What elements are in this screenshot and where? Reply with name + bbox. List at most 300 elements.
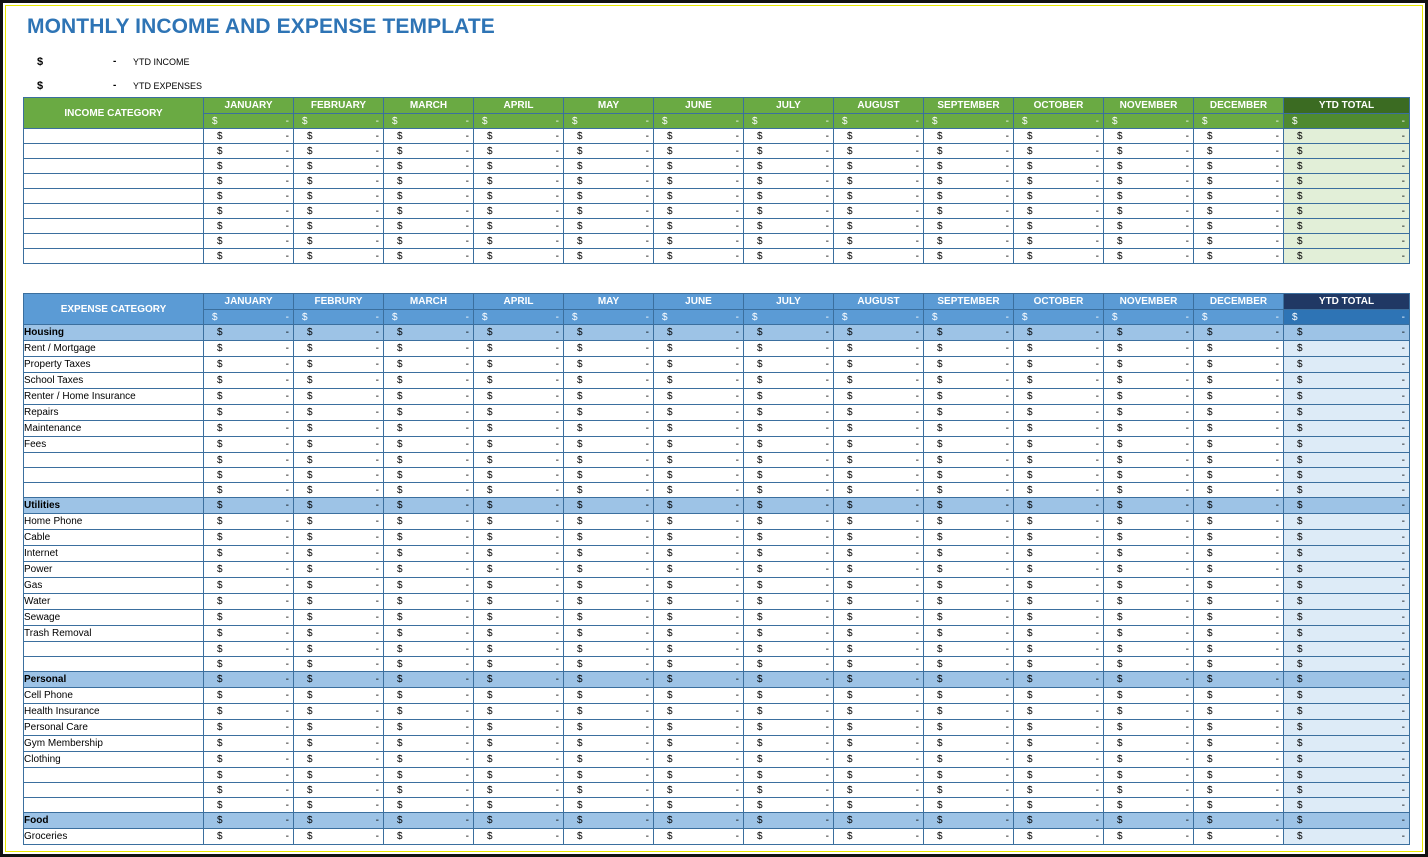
amount-cell[interactable] (1284, 798, 1410, 813)
amount-cell[interactable] (1014, 249, 1104, 264)
amount-cell[interactable] (384, 530, 474, 546)
amount-cell[interactable] (564, 453, 654, 468)
amount-cell[interactable] (1104, 813, 1194, 829)
amount-cell[interactable] (924, 736, 1014, 752)
amount-cell[interactable] (1014, 514, 1104, 530)
amount-cell[interactable] (474, 813, 564, 829)
amount-cell[interactable] (834, 219, 924, 234)
amount-cell[interactable] (204, 325, 294, 341)
amount-cell[interactable] (384, 389, 474, 405)
amount-cell[interactable] (384, 562, 474, 578)
amount-cell[interactable] (1194, 357, 1284, 373)
amount-cell[interactable] (654, 752, 744, 768)
amount-cell[interactable] (204, 688, 294, 704)
category-label[interactable]: Health Insurance (24, 704, 204, 720)
amount-cell[interactable] (1104, 389, 1194, 405)
amount-cell[interactable] (1014, 610, 1104, 626)
amount-cell[interactable] (204, 421, 294, 437)
amount-cell[interactable] (654, 129, 744, 144)
amount-cell[interactable] (1194, 752, 1284, 768)
amount-cell[interactable] (744, 798, 834, 813)
amount-cell[interactable] (744, 219, 834, 234)
amount-cell[interactable] (834, 234, 924, 249)
amount-cell[interactable] (564, 783, 654, 798)
amount-cell[interactable] (924, 357, 1014, 373)
amount-cell[interactable] (1014, 468, 1104, 483)
amount-cell[interactable] (924, 578, 1014, 594)
amount-cell[interactable] (744, 310, 834, 325)
amount-cell[interactable] (1104, 562, 1194, 578)
amount-cell[interactable] (1284, 610, 1410, 626)
amount-cell[interactable] (204, 610, 294, 626)
amount-cell[interactable] (654, 642, 744, 657)
amount-cell[interactable] (294, 626, 384, 642)
amount-cell[interactable] (654, 546, 744, 562)
category-label[interactable]: Cable (24, 530, 204, 546)
amount-cell[interactable] (1104, 357, 1194, 373)
amount-cell[interactable] (1014, 642, 1104, 657)
category-label[interactable]: Food (24, 813, 204, 829)
amount-cell[interactable] (1104, 468, 1194, 483)
amount-cell[interactable] (384, 752, 474, 768)
amount-cell[interactable] (1104, 325, 1194, 341)
amount-cell[interactable] (654, 174, 744, 189)
amount-cell[interactable] (564, 610, 654, 626)
amount-cell[interactable] (204, 159, 294, 174)
amount-cell[interactable] (1014, 798, 1104, 813)
amount-cell[interactable] (834, 389, 924, 405)
amount-cell[interactable] (294, 483, 384, 498)
amount-cell[interactable] (1194, 578, 1284, 594)
amount-cell[interactable] (1194, 468, 1284, 483)
amount-cell[interactable] (294, 421, 384, 437)
amount-cell[interactable] (1194, 720, 1284, 736)
amount-cell[interactable] (294, 704, 384, 720)
amount-cell[interactable] (564, 129, 654, 144)
category-label[interactable] (24, 798, 204, 813)
amount-cell[interactable] (204, 562, 294, 578)
amount-cell[interactable] (204, 405, 294, 421)
amount-cell[interactable] (474, 594, 564, 610)
category-label[interactable]: Personal (24, 672, 204, 688)
amount-cell[interactable] (204, 437, 294, 453)
amount-cell[interactable] (1194, 498, 1284, 514)
amount-cell[interactable] (384, 783, 474, 798)
amount-cell[interactable] (744, 421, 834, 437)
amount-cell[interactable] (204, 498, 294, 514)
amount-cell[interactable] (564, 341, 654, 357)
amount-cell[interactable] (834, 468, 924, 483)
amount-cell[interactable] (294, 468, 384, 483)
amount-cell[interactable] (564, 114, 654, 129)
amount-cell[interactable] (564, 657, 654, 672)
amount-cell[interactable] (924, 373, 1014, 389)
amount-cell[interactable] (1014, 174, 1104, 189)
amount-cell[interactable] (474, 578, 564, 594)
amount-cell[interactable] (744, 642, 834, 657)
amount-cell[interactable] (1014, 483, 1104, 498)
amount-cell[interactable] (204, 704, 294, 720)
amount-cell[interactable] (384, 610, 474, 626)
amount-cell[interactable] (654, 114, 744, 129)
amount-cell[interactable] (384, 325, 474, 341)
amount-cell[interactable] (1284, 736, 1410, 752)
category-label[interactable]: Rent / Mortgage (24, 341, 204, 357)
amount-cell[interactable] (564, 688, 654, 704)
amount-cell[interactable] (1284, 720, 1410, 736)
amount-cell[interactable] (834, 483, 924, 498)
amount-cell[interactable] (924, 219, 1014, 234)
amount-cell[interactable] (1014, 114, 1104, 129)
amount-cell[interactable] (1284, 468, 1410, 483)
amount-cell[interactable] (834, 546, 924, 562)
category-label[interactable] (24, 129, 204, 144)
amount-cell[interactable] (1014, 546, 1104, 562)
amount-cell[interactable] (1194, 437, 1284, 453)
amount-cell[interactable] (1194, 514, 1284, 530)
amount-cell[interactable] (744, 483, 834, 498)
amount-cell[interactable] (1014, 672, 1104, 688)
amount-cell[interactable] (294, 562, 384, 578)
amount-cell[interactable] (1284, 594, 1410, 610)
amount-cell[interactable] (1014, 829, 1104, 845)
amount-cell[interactable] (294, 642, 384, 657)
amount-cell[interactable] (474, 798, 564, 813)
amount-cell[interactable] (294, 174, 384, 189)
amount-cell[interactable] (1014, 234, 1104, 249)
amount-cell[interactable] (834, 144, 924, 159)
amount-cell[interactable] (204, 672, 294, 688)
amount-cell[interactable] (834, 798, 924, 813)
amount-cell[interactable] (1194, 657, 1284, 672)
amount-cell[interactable] (474, 341, 564, 357)
amount-cell[interactable] (384, 373, 474, 389)
amount-cell[interactable] (1104, 249, 1194, 264)
amount-cell[interactable] (924, 626, 1014, 642)
amount-cell[interactable] (474, 752, 564, 768)
amount-cell[interactable] (1104, 642, 1194, 657)
amount-cell[interactable] (204, 114, 294, 129)
amount-cell[interactable] (834, 642, 924, 657)
amount-cell[interactable] (474, 626, 564, 642)
amount-cell[interactable] (744, 204, 834, 219)
category-label[interactable] (24, 174, 204, 189)
amount-cell[interactable] (204, 546, 294, 562)
amount-cell[interactable] (1104, 129, 1194, 144)
amount-cell[interactable] (924, 672, 1014, 688)
amount-cell[interactable] (564, 249, 654, 264)
amount-cell[interactable] (384, 114, 474, 129)
amount-cell[interactable] (294, 325, 384, 341)
amount-cell[interactable] (1284, 514, 1410, 530)
amount-cell[interactable] (924, 657, 1014, 672)
amount-cell[interactable] (654, 626, 744, 642)
amount-cell[interactable] (384, 204, 474, 219)
amount-cell[interactable] (474, 325, 564, 341)
amount-cell[interactable] (474, 357, 564, 373)
amount-cell[interactable] (924, 720, 1014, 736)
amount-cell[interactable] (1104, 483, 1194, 498)
amount-cell[interactable] (384, 483, 474, 498)
amount-cell[interactable] (564, 813, 654, 829)
amount-cell[interactable] (1284, 159, 1410, 174)
amount-cell[interactable] (1284, 704, 1410, 720)
amount-cell[interactable] (1194, 562, 1284, 578)
amount-cell[interactable] (474, 642, 564, 657)
amount-cell[interactable] (1194, 114, 1284, 129)
amount-cell[interactable] (294, 783, 384, 798)
amount-cell[interactable] (204, 310, 294, 325)
amount-cell[interactable] (744, 453, 834, 468)
amount-cell[interactable] (744, 373, 834, 389)
category-label[interactable] (24, 642, 204, 657)
amount-cell[interactable] (474, 688, 564, 704)
amount-cell[interactable] (564, 325, 654, 341)
amount-cell[interactable] (564, 562, 654, 578)
amount-cell[interactable] (1194, 373, 1284, 389)
amount-cell[interactable] (1284, 578, 1410, 594)
amount-cell[interactable] (1284, 546, 1410, 562)
amount-cell[interactable] (474, 129, 564, 144)
amount-cell[interactable] (654, 234, 744, 249)
amount-cell[interactable] (834, 453, 924, 468)
amount-cell[interactable] (384, 813, 474, 829)
amount-cell[interactable] (924, 642, 1014, 657)
amount-cell[interactable] (834, 325, 924, 341)
category-label[interactable]: Property Taxes (24, 357, 204, 373)
amount-cell[interactable] (1014, 144, 1104, 159)
amount-cell[interactable] (924, 325, 1014, 341)
amount-cell[interactable] (294, 514, 384, 530)
amount-cell[interactable] (204, 642, 294, 657)
amount-cell[interactable] (1194, 234, 1284, 249)
amount-cell[interactable] (744, 325, 834, 341)
category-label[interactable]: Repairs (24, 405, 204, 421)
category-label[interactable]: Utilities (24, 498, 204, 514)
amount-cell[interactable] (1194, 768, 1284, 783)
amount-cell[interactable] (834, 704, 924, 720)
amount-cell[interactable] (1194, 704, 1284, 720)
amount-cell[interactable] (744, 357, 834, 373)
amount-cell[interactable] (834, 204, 924, 219)
amount-cell[interactable] (294, 389, 384, 405)
category-label[interactable]: Home Phone (24, 514, 204, 530)
amount-cell[interactable] (204, 174, 294, 189)
amount-cell[interactable] (1014, 578, 1104, 594)
amount-cell[interactable] (1284, 562, 1410, 578)
amount-cell[interactable] (1194, 159, 1284, 174)
amount-cell[interactable] (1194, 310, 1284, 325)
amount-cell[interactable] (294, 437, 384, 453)
amount-cell[interactable] (744, 736, 834, 752)
amount-cell[interactable] (834, 626, 924, 642)
amount-cell[interactable] (834, 752, 924, 768)
amount-cell[interactable] (474, 174, 564, 189)
amount-cell[interactable] (834, 129, 924, 144)
amount-cell[interactable] (384, 468, 474, 483)
amount-cell[interactable] (1014, 626, 1104, 642)
category-label[interactable] (24, 204, 204, 219)
amount-cell[interactable] (204, 578, 294, 594)
amount-cell[interactable] (1104, 704, 1194, 720)
amount-cell[interactable] (834, 688, 924, 704)
category-label[interactable]: Housing (24, 325, 204, 341)
amount-cell[interactable] (1104, 752, 1194, 768)
amount-cell[interactable] (654, 688, 744, 704)
amount-cell[interactable] (474, 468, 564, 483)
amount-cell[interactable] (564, 704, 654, 720)
amount-cell[interactable] (834, 610, 924, 626)
amount-cell[interactable] (924, 610, 1014, 626)
amount-cell[interactable] (654, 594, 744, 610)
amount-cell[interactable] (1194, 483, 1284, 498)
amount-cell[interactable] (924, 483, 1014, 498)
amount-cell[interactable] (564, 483, 654, 498)
amount-cell[interactable] (384, 657, 474, 672)
amount-cell[interactable] (294, 752, 384, 768)
amount-cell[interactable] (474, 562, 564, 578)
amount-cell[interactable] (1194, 421, 1284, 437)
amount-cell[interactable] (924, 159, 1014, 174)
category-label[interactable]: Gas (24, 578, 204, 594)
amount-cell[interactable] (474, 736, 564, 752)
amount-cell[interactable] (744, 783, 834, 798)
amount-cell[interactable] (294, 610, 384, 626)
amount-cell[interactable] (654, 498, 744, 514)
amount-cell[interactable] (654, 325, 744, 341)
amount-cell[interactable] (1104, 114, 1194, 129)
amount-cell[interactable] (1284, 813, 1410, 829)
amount-cell[interactable] (474, 768, 564, 783)
amount-cell[interactable] (654, 657, 744, 672)
amount-cell[interactable] (834, 174, 924, 189)
amount-cell[interactable] (654, 562, 744, 578)
category-label[interactable] (24, 483, 204, 498)
amount-cell[interactable] (474, 672, 564, 688)
amount-cell[interactable] (1014, 704, 1104, 720)
amount-cell[interactable] (654, 357, 744, 373)
amount-cell[interactable] (474, 483, 564, 498)
amount-cell[interactable] (1014, 204, 1104, 219)
amount-cell[interactable] (564, 829, 654, 845)
amount-cell[interactable] (654, 189, 744, 204)
amount-cell[interactable] (924, 829, 1014, 845)
amount-cell[interactable] (384, 578, 474, 594)
amount-cell[interactable] (564, 468, 654, 483)
amount-cell[interactable] (474, 421, 564, 437)
amount-cell[interactable] (1194, 453, 1284, 468)
amount-cell[interactable] (1284, 672, 1410, 688)
amount-cell[interactable] (1194, 688, 1284, 704)
amount-cell[interactable] (924, 752, 1014, 768)
amount-cell[interactable] (1284, 829, 1410, 845)
amount-cell[interactable] (924, 144, 1014, 159)
amount-cell[interactable] (834, 720, 924, 736)
amount-cell[interactable] (744, 688, 834, 704)
amount-cell[interactable] (294, 688, 384, 704)
amount-cell[interactable] (564, 437, 654, 453)
amount-cell[interactable] (564, 189, 654, 204)
amount-cell[interactable] (924, 704, 1014, 720)
amount-cell[interactable] (474, 219, 564, 234)
amount-cell[interactable] (654, 798, 744, 813)
amount-cell[interactable] (924, 204, 1014, 219)
amount-cell[interactable] (1284, 357, 1410, 373)
amount-cell[interactable] (1194, 219, 1284, 234)
amount-cell[interactable] (564, 594, 654, 610)
amount-cell[interactable] (834, 114, 924, 129)
amount-cell[interactable] (654, 249, 744, 264)
amount-cell[interactable] (1014, 688, 1104, 704)
amount-cell[interactable] (564, 752, 654, 768)
amount-cell[interactable] (1104, 453, 1194, 468)
amount-cell[interactable] (744, 437, 834, 453)
amount-cell[interactable] (1014, 357, 1104, 373)
amount-cell[interactable] (294, 114, 384, 129)
amount-cell[interactable] (1194, 249, 1284, 264)
amount-cell[interactable] (744, 114, 834, 129)
amount-cell[interactable] (834, 829, 924, 845)
amount-cell[interactable] (474, 249, 564, 264)
amount-cell[interactable] (204, 626, 294, 642)
amount-cell[interactable] (1104, 234, 1194, 249)
amount-cell[interactable] (1014, 219, 1104, 234)
amount-cell[interactable] (1104, 594, 1194, 610)
category-label[interactable] (24, 249, 204, 264)
amount-cell[interactable] (564, 514, 654, 530)
amount-cell[interactable] (744, 813, 834, 829)
amount-cell[interactable] (474, 546, 564, 562)
amount-cell[interactable] (744, 768, 834, 783)
amount-cell[interactable] (204, 189, 294, 204)
amount-cell[interactable] (1104, 610, 1194, 626)
amount-cell[interactable] (1014, 159, 1104, 174)
amount-cell[interactable] (564, 672, 654, 688)
amount-cell[interactable] (924, 189, 1014, 204)
amount-cell[interactable] (294, 453, 384, 468)
amount-cell[interactable] (294, 310, 384, 325)
amount-cell[interactable] (654, 159, 744, 174)
amount-cell[interactable] (1284, 657, 1410, 672)
amount-cell[interactable] (654, 219, 744, 234)
amount-cell[interactable] (654, 341, 744, 357)
amount-cell[interactable] (1014, 530, 1104, 546)
amount-cell[interactable] (1284, 642, 1410, 657)
amount-cell[interactable] (744, 498, 834, 514)
amount-cell[interactable] (744, 626, 834, 642)
amount-cell[interactable] (1194, 626, 1284, 642)
amount-cell[interactable] (1014, 129, 1104, 144)
amount-cell[interactable] (1284, 114, 1410, 129)
amount-cell[interactable] (924, 798, 1014, 813)
amount-cell[interactable] (294, 720, 384, 736)
amount-cell[interactable] (564, 234, 654, 249)
amount-cell[interactable] (1104, 783, 1194, 798)
category-label[interactable]: Groceries (24, 829, 204, 845)
amount-cell[interactable] (294, 736, 384, 752)
amount-cell[interactable] (834, 594, 924, 610)
amount-cell[interactable] (924, 174, 1014, 189)
amount-cell[interactable] (384, 437, 474, 453)
amount-cell[interactable] (294, 578, 384, 594)
amount-cell[interactable] (924, 530, 1014, 546)
amount-cell[interactable] (654, 437, 744, 453)
amount-cell[interactable] (384, 189, 474, 204)
amount-cell[interactable] (474, 453, 564, 468)
amount-cell[interactable] (1194, 798, 1284, 813)
amount-cell[interactable] (564, 219, 654, 234)
amount-cell[interactable] (654, 144, 744, 159)
